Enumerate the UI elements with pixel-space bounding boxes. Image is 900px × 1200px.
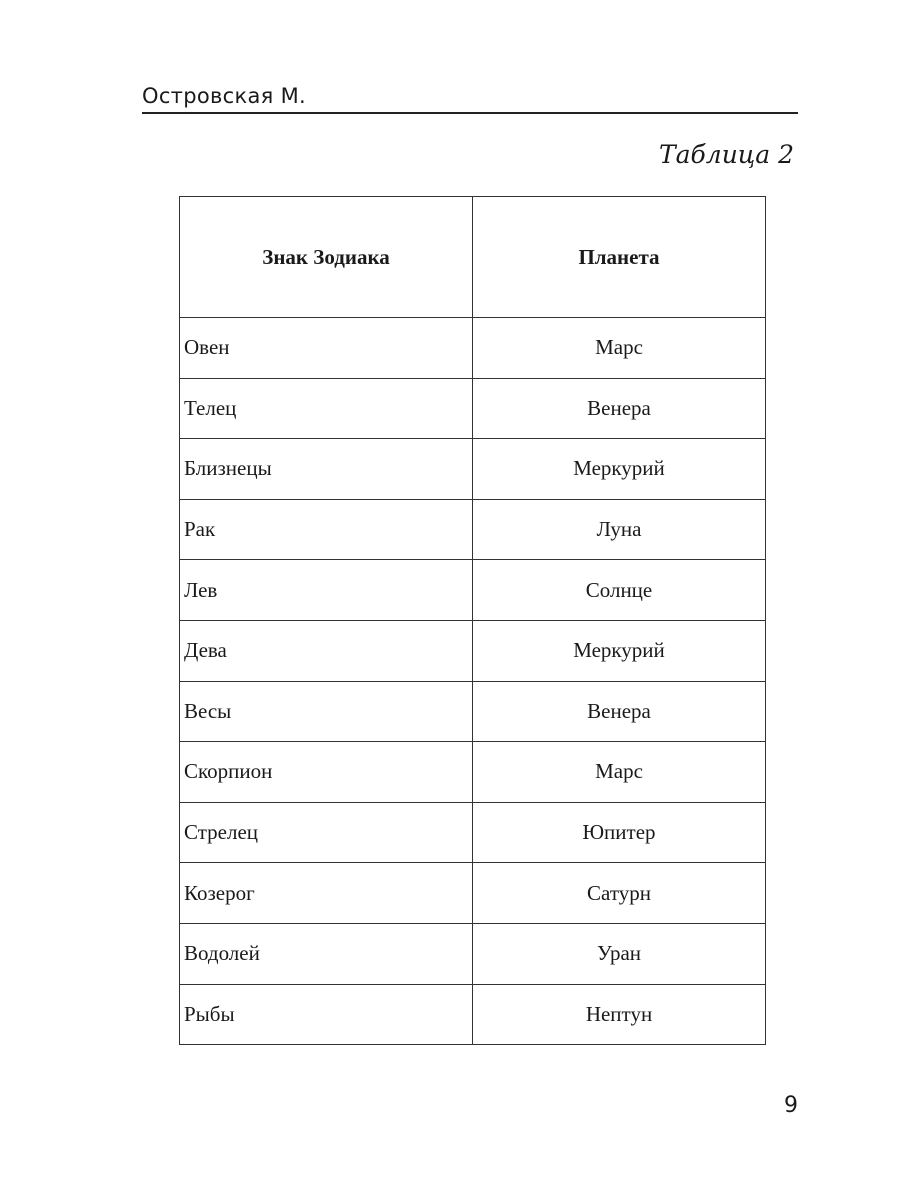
table-row — [180, 863, 766, 924]
author-name: Островская М. — [142, 84, 306, 108]
table-row — [180, 318, 766, 379]
cell-planet: Меркурий — [473, 620, 766, 681]
table-row — [180, 681, 766, 742]
cell-sign: Близнецы — [180, 439, 473, 500]
cell-sign: Весы — [180, 681, 473, 742]
column-header-planet: Планета — [473, 197, 766, 318]
table-row — [180, 378, 766, 439]
cell-planet: Луна — [473, 499, 766, 560]
cell-sign: Водолей — [180, 923, 473, 984]
cell-sign: Стрелец — [180, 802, 473, 863]
table-row — [180, 560, 766, 621]
cell-planet: Марс — [473, 318, 766, 379]
column-header-sign: Знак Зодиака — [180, 197, 473, 318]
cell-planet: Марс — [473, 742, 766, 803]
cell-planet: Сатурн — [473, 863, 766, 924]
table-row — [180, 742, 766, 803]
cell-planet: Меркурий — [473, 439, 766, 500]
cell-planet: Уран — [473, 923, 766, 984]
cell-sign: Рак — [180, 499, 473, 560]
cell-sign: Лев — [180, 560, 473, 621]
cell-sign: Скорпион — [180, 742, 473, 803]
page-number: 9 — [784, 1093, 798, 1118]
table-caption: Таблица 2 — [658, 140, 794, 169]
cell-sign: Рыбы — [180, 984, 473, 1045]
table-header-row — [180, 197, 766, 318]
cell-sign: Козерог — [180, 863, 473, 924]
table-row — [180, 620, 766, 681]
table-row — [180, 984, 766, 1045]
cell-planet: Нептун — [473, 984, 766, 1045]
cell-planet: Юпитер — [473, 802, 766, 863]
table-row — [180, 923, 766, 984]
cell-sign: Телец — [180, 378, 473, 439]
cell-sign: Овен — [180, 318, 473, 379]
running-header — [142, 80, 798, 114]
cell-planet: Венера — [473, 378, 766, 439]
table-row — [180, 439, 766, 500]
cell-sign: Дева — [180, 620, 473, 681]
zodiac-planet-table — [179, 196, 766, 1045]
cell-planet: Солнце — [473, 560, 766, 621]
table-row — [180, 499, 766, 560]
cell-planet: Венера — [473, 681, 766, 742]
table-row — [180, 802, 766, 863]
